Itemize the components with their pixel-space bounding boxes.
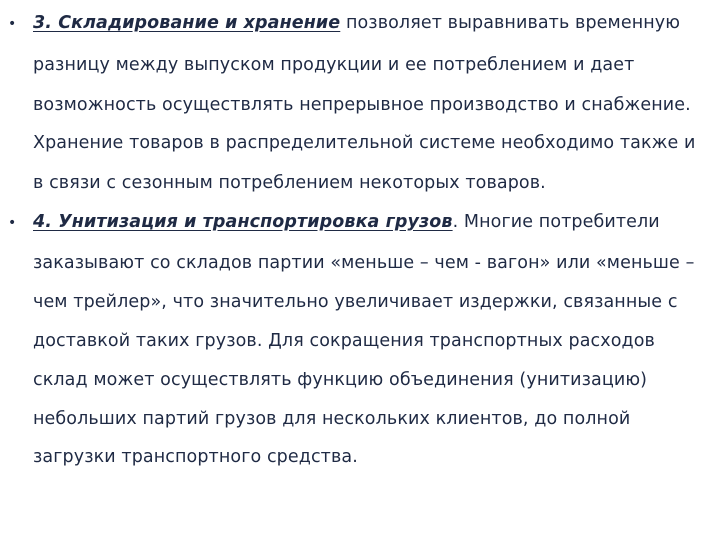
bullet-marker: • [8, 215, 17, 231]
bullet-line: Хранение товаров в распределительной системе необходимо также и [33, 133, 696, 153]
bullet-line [33, 212, 660, 232]
bullet-line: доставкой таких грузов. Для сокращения транспортных расходов [33, 331, 655, 351]
bullet-marker: • [8, 16, 17, 32]
bullet-line: небольших партий грузов для нескольких клиентов, до полной [33, 409, 631, 429]
bullet-line: разницу между выпуском продукции и ее потреблением и дает [33, 55, 635, 75]
bullet-line: заказывают со складов партии «меньше – чем - вагон» или «меньше – [33, 253, 695, 273]
bullet-line: загрузки транспортного средства. [33, 447, 358, 467]
bullet-text: позволяет выравнивать временную [340, 13, 681, 33]
bullet-heading: 4. Унитизация и транспортировка грузов [33, 212, 453, 232]
bullet-text: . Многие потребители [452, 212, 660, 232]
bullet-line [33, 13, 680, 33]
bullet-heading: 3. Складирование и хранение [33, 13, 341, 33]
bullet-line: в связи с сезонным потреблением некоторых товаров. [33, 173, 546, 193]
bullet-line: склад может осуществлять функцию объединения (унитизацию) [33, 370, 648, 390]
bullet-line: чем трейлер», что значительно увеличивает издержки, связанные с [33, 292, 678, 312]
bullet-line: возможность осуществлять непрерывное производство и снабжение. [33, 95, 691, 115]
